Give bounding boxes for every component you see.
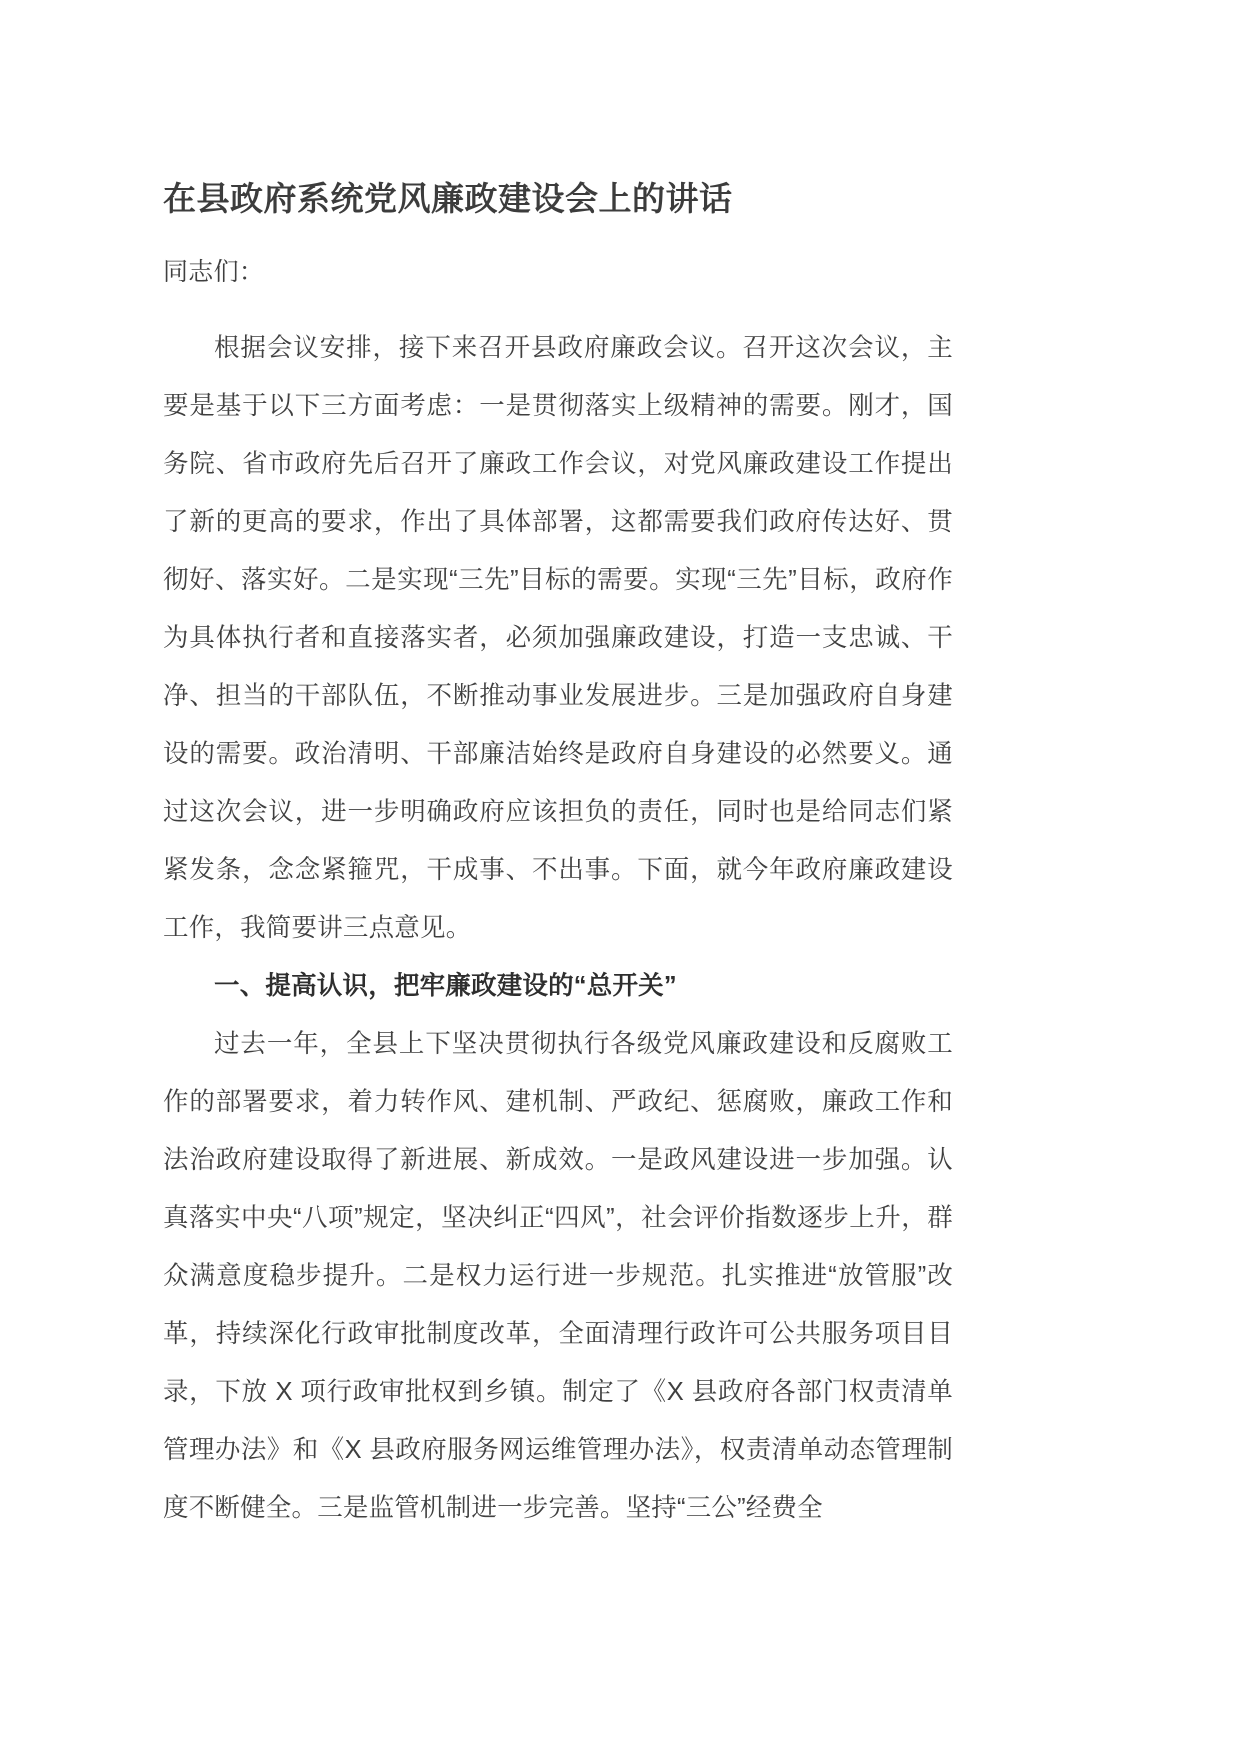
body-paragraph-2: 过去一年，全县上下坚决贯彻执行各级党风廉政建设和反腐败工作的部署要求，着力转作风、建机制、严政纪、惩腐败，廉政工作和法治政府建设取得了新进展、新成效。一是政风建设进一步加强。认真落实中央“八项”规定，坚决纠正“四风”，社会评价指数逐步上升，群众满意度稳步提升。二是权力运行进一步规范。扎实推进“放管服”改革，持续深化行政审批制度改革，全面清理行政许可公共服务项目目录，下放 X 项行政审批权到乡镇。制定了《X 县政府各部门权责清单管理办法》和《X 县政府服务网运维管理办法》，权责清单动态管理制度不断健全。三是监管机制进一步完善。坚持“三公”经费全 xyxy=(163,1030,953,1522)
page-title: 在县政府系统党风廉政建设会上的讲话 xyxy=(163,180,733,217)
salutation-line: 同志们： xyxy=(163,258,265,287)
section-heading-1: 一、提高认识，把牢廉政建设的“总开关” xyxy=(214,972,677,1000)
document-content xyxy=(163,0,953,1537)
body-paragraph-1: 根据会议安排，接下来召开县政府廉政会议。召开这次会议，主要是基于以下三方面考虑：一是贯彻落实上级精神的需要。刚才，国务院、省市政府先后召开了廉政工作会议，对党风廉政建设工作提出了新的更高的要求，作出了具体部署，这都需要我们政府传达好、贯彻好、落实好。二是实现“三先”目标的需要。实现“三先”目标，政府作为具体执行者和直接落实者，必须加强廉政建设，打造一支忠诚、干净、担当的干部队伍，不断推动事业发展进步。三是加强政府自身建设的需要。政治清明、干部廉洁始终是政府自身建设的必然要义。通过这次会议，进一步明确政府应该担负的责任，同时也是给同志们紧紧发条，念念紧箍咒，干成事、不出事。下面，就今年政府廉政建设工作，我简要讲三点意见。 xyxy=(163,334,953,942)
